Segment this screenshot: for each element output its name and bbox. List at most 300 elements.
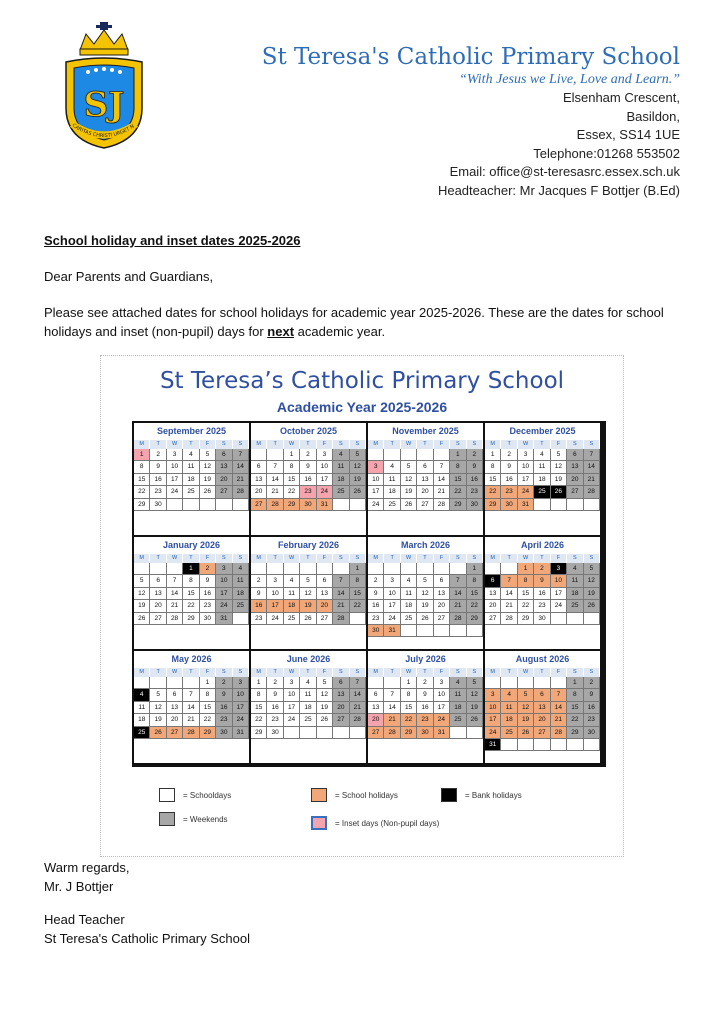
empty-cell [317,563,333,575]
empty-cell [401,625,417,637]
weekday-header [134,554,249,563]
day-cell: 9 [300,461,316,473]
day-cell: 5 [350,449,366,461]
weekday-label: S [233,554,249,563]
weekday-label: M [134,440,150,449]
weekend-swatch [159,812,175,826]
empty-cell [167,499,183,511]
day-cell: 15 [401,702,417,714]
empty-cell [434,625,450,637]
day-cell: 17 [368,486,384,498]
day-cell: 22 [284,486,300,498]
day-cell: 3 [551,563,567,575]
day-cell: 18 [567,588,583,600]
day-cell: 28 [551,727,567,739]
day-cell: 20 [150,600,166,612]
day-cell: 23 [150,486,166,498]
closing: Warm regards, [44,860,130,875]
day-cell: 14 [434,474,450,486]
day-cell: 12 [417,588,433,600]
empty-cell [551,739,567,751]
day-cell: 15 [183,588,199,600]
day-cell: 25 [183,486,199,498]
day-cell: 16 [467,474,483,486]
empty-cell [167,563,183,575]
calendar-legend [156,786,576,846]
day-cell: 5 [134,575,150,587]
day-cell: 22 [134,486,150,498]
month-days [251,449,366,511]
day-cell: 18 [134,714,150,726]
day-cell: 26 [150,727,166,739]
day-cell: 17 [167,474,183,486]
weekday-label: W [401,554,417,563]
day-cell: 2 [501,449,517,461]
day-cell: 18 [401,600,417,612]
day-cell: 29 [467,613,483,625]
calendar-month [485,651,600,763]
day-cell: 24 [167,486,183,498]
day-cell: 24 [434,714,450,726]
day-cell: 10 [368,474,384,486]
weekday-label: M [251,440,267,449]
crest-ring-text: CARITAS CHRISTI URGET N [70,122,136,140]
day-cell: 12 [584,575,600,587]
day-cell: 15 [567,702,583,714]
day-cell: 25 [300,714,316,726]
day-cell: 7 [434,461,450,473]
day-cell: 16 [417,702,433,714]
day-cell: 11 [333,461,349,473]
empty-cell [551,613,567,625]
day-cell: 20 [216,474,232,486]
day-cell: 25 [450,714,466,726]
weekday-label: S [567,554,583,563]
day-cell: 11 [183,461,199,473]
calendar-month [368,651,483,763]
day-cell: 5 [317,677,333,689]
weekday-label: S [333,440,349,449]
weekday-header [368,554,483,563]
day-cell: 5 [417,575,433,587]
weekday-label: T [417,440,433,449]
day-cell: 30 [368,625,384,637]
day-cell: 13 [567,461,583,473]
day-cell: 9 [267,689,283,701]
day-cell: 9 [501,461,517,473]
school-name: St Teresa's Catholic Primary School [261,44,680,70]
empty-cell [300,727,316,739]
weekday-header [134,440,249,449]
weekday-label: T [501,440,517,449]
day-cell: 23 [267,714,283,726]
calendar-month [251,651,366,763]
month-days [368,449,483,511]
day-cell: 27 [534,727,550,739]
day-cell: 12 [134,588,150,600]
empty-cell [501,563,517,575]
day-cell: 15 [134,474,150,486]
weekday-label: T [300,440,316,449]
day-cell: 23 [251,613,267,625]
day-cell: 1 [200,677,216,689]
day-cell: 21 [434,486,450,498]
weekday-label: M [368,440,384,449]
day-cell: 1 [518,563,534,575]
day-cell: 18 [534,474,550,486]
day-cell: 19 [300,600,316,612]
day-cell: 1 [450,449,466,461]
day-cell: 7 [333,575,349,587]
weekday-label: F [200,668,216,677]
day-cell: 8 [518,575,534,587]
day-cell: 24 [384,613,400,625]
empty-cell [450,563,466,575]
weekday-label: M [485,440,501,449]
day-cell: 1 [284,449,300,461]
day-cell: 5 [518,689,534,701]
day-cell: 19 [417,600,433,612]
day-cell: 31 [485,739,501,751]
weekday-label: S [584,554,600,563]
day-cell: 12 [350,461,366,473]
day-cell: 20 [417,486,433,498]
weekday-header [485,668,600,677]
day-cell: 24 [216,600,232,612]
day-cell: 5 [467,677,483,689]
day-cell: 4 [233,563,249,575]
day-cell: 16 [501,474,517,486]
day-cell: 12 [401,474,417,486]
day-cell: 30 [267,727,283,739]
weekday-label: T [501,668,517,677]
weekday-label: W [518,668,534,677]
weekday-label: F [434,440,450,449]
empty-cell [401,563,417,575]
weekday-label: T [384,668,400,677]
day-cell: 14 [584,461,600,473]
day-cell: 9 [200,575,216,587]
month-name: September 2025 [134,423,249,440]
weekday-label: T [300,668,316,677]
weekday-label: F [200,554,216,563]
day-cell: 17 [284,702,300,714]
day-cell: 13 [251,474,267,486]
day-cell: 7 [267,461,283,473]
day-cell: 8 [401,689,417,701]
day-cell: 9 [467,461,483,473]
weekday-label: T [384,440,400,449]
calendar-month [134,423,249,535]
day-cell: 15 [350,588,366,600]
day-cell: 19 [134,600,150,612]
empty-cell [251,449,267,461]
empty-cell [350,727,366,739]
weekday-label: S [584,440,600,449]
day-cell: 27 [567,486,583,498]
day-cell: 31 [317,499,333,511]
day-cell: 12 [467,689,483,701]
day-cell: 4 [567,563,583,575]
day-cell: 29 [450,499,466,511]
intro-text: Please see attached dates for school holidays for academic year 2025-2026. These are the dates for school holidays and inset (non-pupil) days for [44,305,664,339]
day-cell: 20 [534,714,550,726]
day-cell: 17 [216,588,232,600]
weekday-label: S [450,554,466,563]
day-cell: 25 [134,727,150,739]
day-cell: 11 [450,689,466,701]
day-cell: 19 [584,588,600,600]
holiday-swatch [311,788,327,802]
day-cell: 31 [518,499,534,511]
crest-letters: SJ [83,85,125,125]
empty-cell [251,563,267,575]
empty-cell [384,677,400,689]
day-cell: 9 [534,575,550,587]
day-cell: 8 [251,689,267,701]
day-cell: 24 [317,486,333,498]
empty-cell [584,499,600,511]
weekday-label: T [267,668,283,677]
day-cell: 24 [233,714,249,726]
day-cell: 2 [267,677,283,689]
day-cell: 24 [284,714,300,726]
day-cell: 20 [434,600,450,612]
day-cell: 28 [350,714,366,726]
day-cell: 5 [584,563,600,575]
day-cell: 1 [350,563,366,575]
month-days [485,563,600,625]
empty-cell [485,563,501,575]
day-cell: 5 [300,575,316,587]
headteacher: Headteacher: Mr Jacques F Bottjer (B.Ed) [437,182,680,198]
day-cell: 8 [450,461,466,473]
crown-icon [80,22,128,55]
day-cell: 4 [501,689,517,701]
weekday-label: T [501,554,517,563]
legend-weekends-label: = Weekends [183,814,228,824]
day-cell: 15 [485,474,501,486]
month-days [134,677,249,739]
day-cell: 30 [584,727,600,739]
day-cell: 26 [350,486,366,498]
empty-cell [485,677,501,689]
day-cell: 11 [233,575,249,587]
day-cell: 16 [534,588,550,600]
calendar-month [485,537,600,649]
empty-cell [567,613,583,625]
day-cell: 3 [216,563,232,575]
day-cell: 24 [485,727,501,739]
day-cell: 29 [485,499,501,511]
day-cell: 20 [485,600,501,612]
inset-swatch [311,816,327,830]
day-cell: 28 [434,499,450,511]
weekday-label: M [251,668,267,677]
empty-cell [501,739,517,751]
day-cell: 9 [417,689,433,701]
legend-schooldays-label: = Schooldays [183,790,232,800]
day-cell: 10 [434,689,450,701]
day-cell: 9 [216,689,232,701]
day-cell: 22 [401,714,417,726]
day-cell: 29 [183,613,199,625]
day-cell: 2 [584,677,600,689]
weekday-label: T [534,668,550,677]
day-cell: 23 [501,486,517,498]
day-cell: 4 [333,449,349,461]
day-cell: 6 [216,449,232,461]
weekday-label: M [134,668,150,677]
weekday-label: W [167,554,183,563]
day-cell: 11 [501,702,517,714]
weekday-label: F [434,668,450,677]
day-cell: 6 [434,575,450,587]
weekday-label: T [534,554,550,563]
day-cell: 23 [368,613,384,625]
weekday-label: M [485,668,501,677]
weekday-label: S [333,554,349,563]
month-days [134,449,249,511]
day-cell: 25 [384,499,400,511]
day-cell: 18 [300,702,316,714]
day-cell: 16 [584,702,600,714]
day-cell: 13 [485,588,501,600]
day-cell: 1 [183,563,199,575]
empty-cell [584,613,600,625]
day-cell: 7 [501,575,517,587]
empty-cell [384,563,400,575]
day-cell: 23 [417,714,433,726]
day-cell: 5 [401,461,417,473]
empty-cell [417,563,433,575]
day-cell: 12 [200,461,216,473]
day-cell: 2 [534,563,550,575]
day-cell: 27 [417,499,433,511]
month-days [368,677,483,739]
day-cell: 11 [134,702,150,714]
empty-cell [233,499,249,511]
weekday-label: T [150,554,166,563]
day-cell: 24 [368,499,384,511]
day-cell: 4 [534,449,550,461]
day-cell: 10 [216,575,232,587]
weekday-header [134,668,249,677]
empty-cell [534,499,550,511]
day-cell: 2 [251,575,267,587]
legend-weekends [159,812,228,826]
weekday-label: W [284,668,300,677]
day-cell: 6 [317,575,333,587]
calendar-subtitle: Academic Year 2025-2026 [276,399,448,415]
day-cell: 14 [267,474,283,486]
day-cell: 14 [450,588,466,600]
day-cell: 12 [300,588,316,600]
day-cell: 9 [251,588,267,600]
day-cell: 8 [284,461,300,473]
empty-cell [317,727,333,739]
day-cell: 10 [267,588,283,600]
day-cell: 14 [183,702,199,714]
day-cell: 16 [216,702,232,714]
email[interactable]: Email: office@st-teresasrc.essex.sch.uk [449,164,680,179]
weekday-label: F [551,554,567,563]
day-cell: 7 [551,689,567,701]
day-cell: 17 [267,600,283,612]
day-cell: 8 [134,461,150,473]
month-days [251,677,366,739]
day-cell: 30 [150,499,166,511]
weekday-label: S [333,668,349,677]
day-cell: 26 [518,727,534,739]
weekday-label: S [467,440,483,449]
weekday-label: S [350,554,366,563]
day-cell: 3 [167,449,183,461]
day-cell: 13 [150,588,166,600]
empty-cell [368,563,384,575]
schoolday-swatch [159,788,175,802]
day-cell: 7 [233,449,249,461]
day-cell: 18 [233,588,249,600]
weekday-label: S [567,440,583,449]
weekday-label: S [567,668,583,677]
day-cell: 25 [284,613,300,625]
weekday-label: F [200,440,216,449]
day-cell: 1 [485,449,501,461]
day-cell: 20 [333,702,349,714]
day-cell: 13 [534,702,550,714]
day-cell: 8 [485,461,501,473]
empty-cell [450,727,466,739]
day-cell: 13 [333,689,349,701]
day-cell: 20 [368,714,384,726]
day-cell: 25 [233,600,249,612]
weekday-label: S [233,668,249,677]
day-cell: 7 [350,677,366,689]
weekday-label: S [216,668,232,677]
day-cell: 4 [134,689,150,701]
salutation: Dear Parents and Guardians, [44,269,214,284]
weekday-label: T [267,554,283,563]
weekday-label: M [251,554,267,563]
day-cell: 2 [150,449,166,461]
day-cell: 8 [567,689,583,701]
month-name: June 2026 [251,651,366,668]
day-cell: 16 [251,600,267,612]
empty-cell [467,625,483,637]
day-cell: 13 [216,461,232,473]
day-cell: 28 [501,613,517,625]
letter-title: School holiday and inset dates 2025-2026 [44,233,301,248]
address-line: Basildon, [626,108,680,124]
day-cell: 19 [317,702,333,714]
day-cell: 27 [317,613,333,625]
day-cell: 4 [450,677,466,689]
day-cell: 13 [368,702,384,714]
day-cell: 7 [167,575,183,587]
intro-text-end: academic year. [294,324,386,339]
day-cell: 2 [200,563,216,575]
day-cell: 11 [300,689,316,701]
signer-details [44,910,250,948]
weekday-label: W [284,440,300,449]
day-cell: 17 [384,600,400,612]
day-cell: 11 [401,588,417,600]
day-cell: 1 [567,677,583,689]
day-cell: 24 [551,600,567,612]
weekday-label: T [534,440,550,449]
day-cell: 18 [183,474,199,486]
